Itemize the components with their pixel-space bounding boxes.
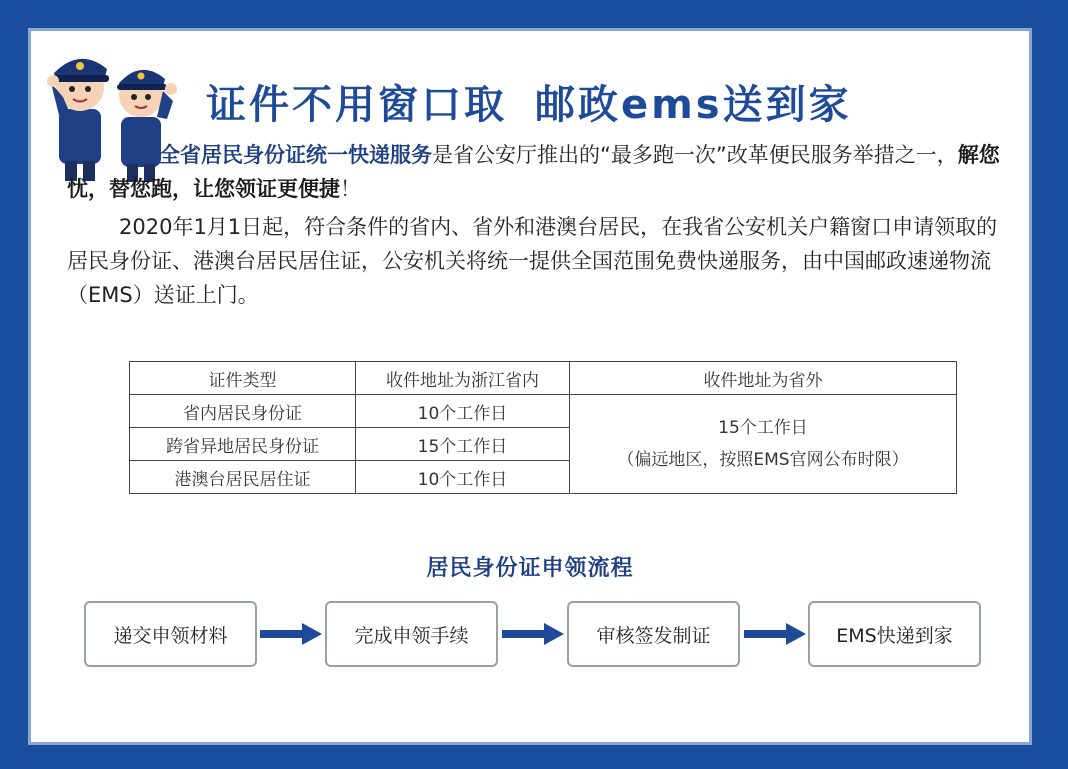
table-header-cell: 证件类型 (130, 362, 356, 395)
intro-lead-bold: 全省居民身份证统一快递服务 (159, 143, 432, 167)
title-part-1: 证件不用窗口取 (206, 82, 507, 128)
page-title (206, 73, 986, 130)
process-title: 居民身份证申领流程 (426, 556, 634, 581)
out-province-time: 15个工作日 (718, 418, 808, 438)
intro-tail-bold: 解您忧，替您跑，让您领证更便捷 (67, 143, 1000, 201)
process-step-delivery: EMS快递到家 (808, 601, 981, 667)
arrow-right-icon (260, 623, 322, 645)
table-header-row (130, 362, 957, 395)
notice-panel (28, 28, 1032, 745)
delivery-time-table (129, 361, 957, 494)
table-cell-type: 跨省异地居民身份证 (130, 428, 356, 461)
table-header-cell: 收件地址为浙江省内 (356, 362, 570, 395)
intro-paragraph (67, 138, 1007, 206)
table-row (130, 395, 957, 428)
process-flow (84, 601, 984, 671)
process-step-submit: 递交申领材料 (84, 601, 257, 667)
intro-middle-text: 是省公安厅推出的“最多跑一次”改革便民服务举措之一， (432, 143, 958, 167)
process-step-complete: 完成申领手续 (325, 601, 498, 667)
process-step-review: 审核签发制证 (567, 601, 740, 667)
table-cell-in-province: 15个工作日 (356, 428, 570, 461)
arrow-right-icon (502, 623, 564, 645)
arrow-right-icon (744, 623, 806, 645)
policy-paragraph: 2020年1月1日起，符合条件的省内、省外和港澳台居民，在我省公安机关户籍窗口申请领取的居民身份证、港澳台居民居住证，公安机关将统一提供全国范围免费快递服务，由中国邮政速递物流（EMS）送证上门。 (67, 215, 998, 307)
table-cell-type: 港澳台居民居住证 (130, 461, 356, 494)
intro-end-text: ！ (340, 177, 361, 201)
table-cell-in-province: 10个工作日 (356, 395, 570, 428)
out-province-note: （偏远地区，按照EMS官网公布时限） (617, 450, 909, 470)
table-cell-out-province (570, 395, 957, 494)
table-header-cell: 收件地址为省外 (570, 362, 957, 395)
table-cell-type: 省内居民身份证 (130, 395, 356, 428)
table-cell-in-province: 10个工作日 (356, 461, 570, 494)
title-part-2: 邮政ems送到家 (535, 82, 852, 128)
